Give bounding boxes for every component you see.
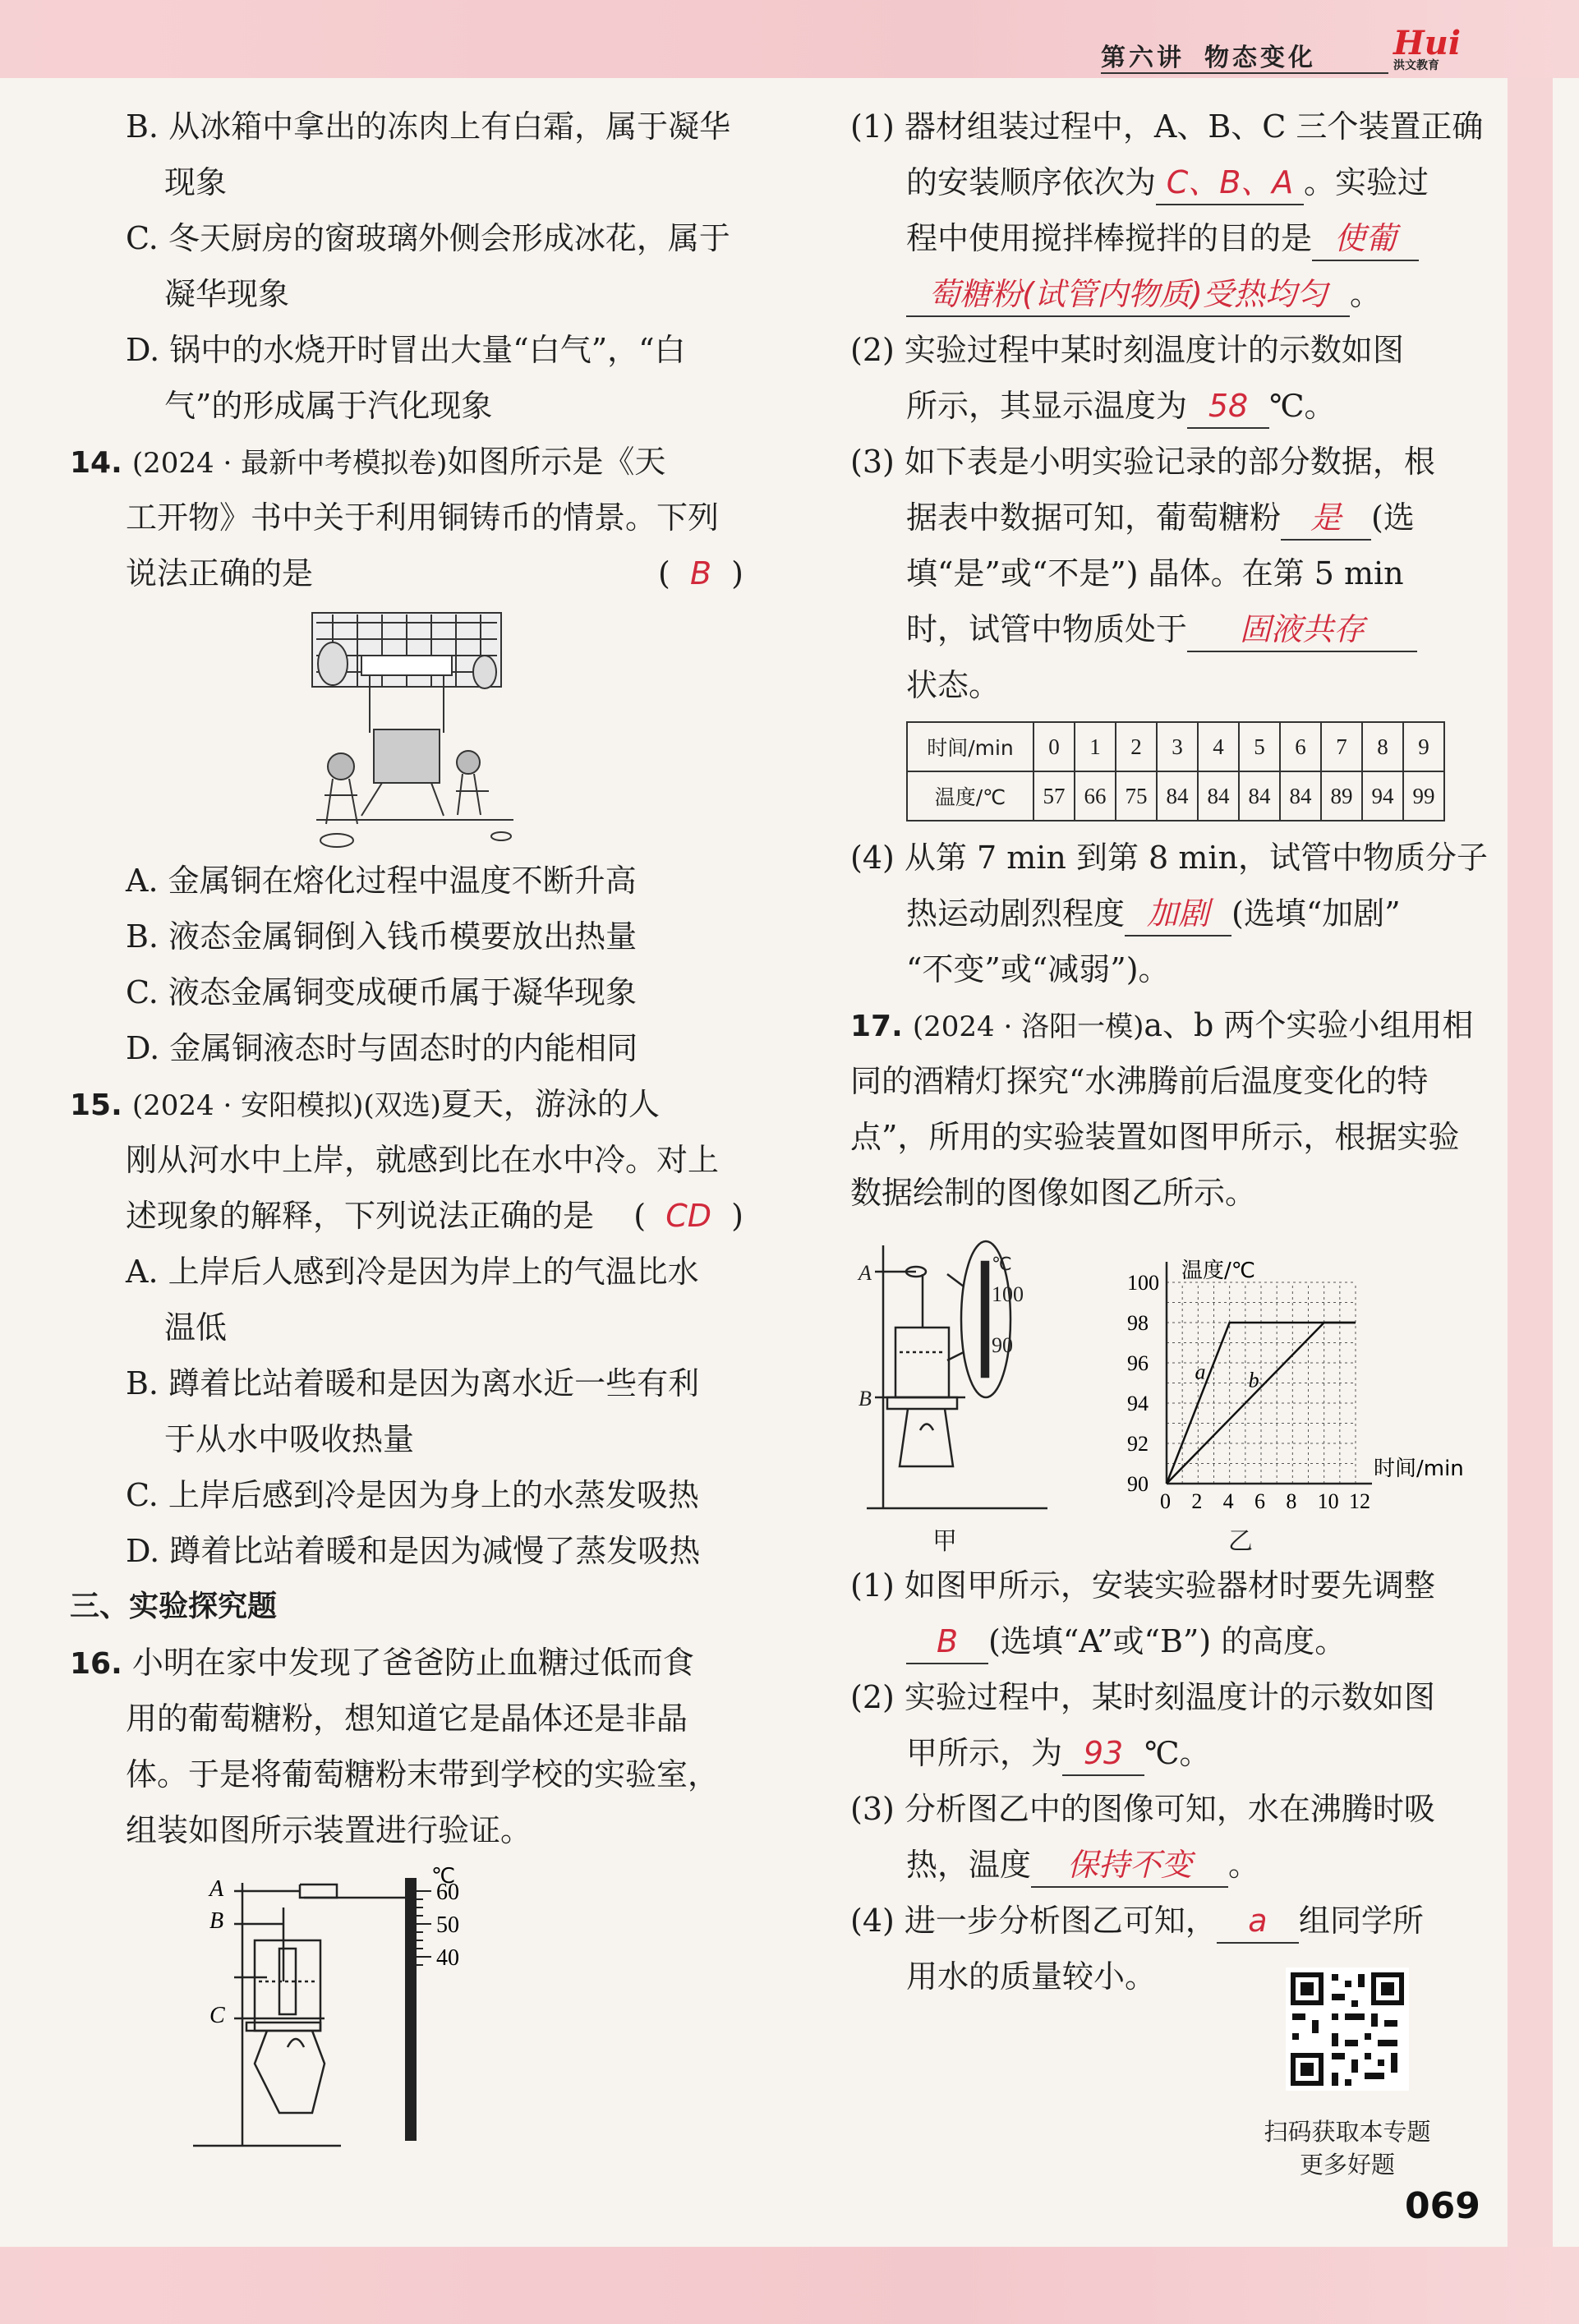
- x-axis-label: 时间/min: [1374, 1457, 1464, 1481]
- q13-option-d-line2: 气”的形成属于汽化现象: [164, 388, 493, 424]
- q16-p1-text-3: 程中使用搅拌棒搅拌的目的是: [906, 220, 1313, 256]
- q14-answer-bracket: ( B ): [657, 555, 743, 591]
- q16-text-1: 小明在家中发现了爸爸防止血糖过低而食: [131, 1645, 694, 1681]
- y-tick-label: 96: [1127, 1351, 1149, 1375]
- y-tick-label: 98: [1127, 1311, 1149, 1335]
- q17-p4-line2: 用水的质量较小。: [906, 1958, 1157, 1995]
- table-cell: 84: [1157, 771, 1198, 821]
- q16-p4-line3: “不变”或“减弱”)。: [906, 951, 1170, 987]
- x-tick-label: 2: [1191, 1489, 1203, 1513]
- q15-source: (2024 · 安阳模拟)(双选): [131, 1089, 441, 1122]
- q17-figure-svg: [850, 1229, 1475, 1558]
- q16-data-table: [906, 721, 1445, 821]
- q14-source: (2024 · 最新中考模拟卷): [131, 447, 448, 480]
- left-column: [70, 99, 743, 2162]
- q17-p3-answer: 保持不变: [1067, 1847, 1193, 1883]
- q13-option-c-line2: 凝华现象: [164, 276, 290, 312]
- footer-band: [0, 2247, 1579, 2324]
- q17-line2: 同的酒精灯探究“水沸腾前后温度变化的特: [850, 1063, 1429, 1099]
- q16-p1-blank-1: [1156, 161, 1304, 205]
- table-cell: 0: [1033, 722, 1075, 771]
- table-cell: 2: [1116, 722, 1157, 771]
- y-tick-label: 100: [1127, 1271, 1159, 1295]
- q16-p4-blank: [1125, 892, 1231, 937]
- q16-p3-text-2b: (选: [1371, 499, 1415, 536]
- q15-text-1: 夏天，游泳的人: [440, 1086, 660, 1122]
- q14-text-1: 如图所示是《天: [447, 444, 666, 480]
- table-row-temp: [907, 771, 1444, 821]
- q17-p2-unit: ℃。: [1144, 1735, 1211, 1771]
- series-label-b: b: [1248, 1368, 1259, 1392]
- q17-p3-line1: (3) 分析图乙中的图像可知，水在沸腾时吸: [850, 1791, 1435, 1827]
- q15-text-3: 述现象的解释，下列说法正确的是: [126, 1198, 595, 1234]
- q15-option-a-line2: 温低: [164, 1309, 228, 1346]
- q17-p4-blank: [1217, 1899, 1299, 1944]
- section-title: 三、实验探究题: [70, 1590, 278, 1623]
- q14-text-3: 说法正确的是: [126, 555, 314, 591]
- q16-p2-line1: (2) 实验过程中某时刻温度计的示数如图: [850, 332, 1404, 368]
- q14-number: 14.: [70, 446, 122, 480]
- brand-name: 洪文教育: [1393, 59, 1439, 72]
- q17-line1: [850, 997, 1475, 1053]
- q15-option-b-line1: B. 蹲着比站着暖和是因为离水近一些有利: [126, 1365, 700, 1401]
- q16-p1-text-2b: 。实验过: [1304, 164, 1429, 200]
- qr-caption: [1261, 2115, 1434, 2181]
- q17-p4-line1: [850, 1893, 1475, 1949]
- table-cell: 1: [1075, 722, 1116, 771]
- q17-apparatus: [867, 1241, 1047, 1508]
- q16-line2: 用的葡萄糖粉，想知道它是晶体还是非晶: [126, 1700, 688, 1737]
- q13-option-b-line2: 现象: [164, 164, 228, 200]
- q16-line1: [70, 1635, 743, 1691]
- q15-option-c: C. 上岸后感到冷是因为身上的水蒸发吸热: [126, 1477, 699, 1513]
- header-lecture: 第六讲: [1101, 44, 1185, 72]
- q16-tick-50: 50: [436, 1912, 459, 1938]
- q16-p3-answer-2: 固液共存: [1240, 611, 1365, 647]
- q16-p2-unit: ℃。: [1269, 388, 1336, 424]
- side-strip: [1508, 78, 1553, 2247]
- q17-line4: 数据绘制的图像如图乙所示。: [850, 1175, 1257, 1211]
- q16-apparatus-figure: [70, 1866, 743, 2162]
- brand-mark: Hui: [1393, 24, 1462, 62]
- q13-option-b-line1: B. 从冰箱中拿出的冻肉上有白霜，属于凝华: [126, 108, 731, 145]
- q16-p1-line4: [850, 266, 1475, 322]
- table-cell: 4: [1198, 722, 1239, 771]
- tiangong-illustration: [70, 606, 743, 853]
- x-tick-label: 8: [1286, 1489, 1297, 1513]
- table-cell: 84: [1239, 771, 1280, 821]
- q16-p2-answer: 58: [1208, 388, 1249, 424]
- table-cell: 99: [1403, 771, 1444, 821]
- q16-p3-text-2: 据表中数据可知，葡萄糖粉: [906, 499, 1282, 536]
- q16-p3-blank-1: [1281, 496, 1371, 541]
- table-cell: 84: [1280, 771, 1321, 821]
- brand-logo: [1393, 24, 1467, 77]
- q16-p2-blank: [1187, 384, 1269, 429]
- y-tick-label: 92: [1127, 1432, 1149, 1456]
- x-tick-label: 0: [1160, 1489, 1171, 1513]
- q16-number: 16.: [70, 1647, 122, 1681]
- q14-line3: [70, 545, 743, 601]
- q17-p3-text-2: 热，温度: [906, 1847, 1032, 1883]
- right-column: [850, 99, 1488, 2004]
- q16-p3-line3: 填“是”或“不是”) 晶体。在第 5 min: [906, 555, 1404, 591]
- q16-p3-text-4: 时，试管中物质处于: [906, 611, 1188, 647]
- q17-thermo-unit: ℃: [992, 1254, 1012, 1275]
- q16-p1-end: 。: [1350, 276, 1382, 312]
- q16-p1-line2: [850, 154, 1475, 210]
- table-cell: 89: [1321, 771, 1362, 821]
- page-number: 069: [1405, 2185, 1480, 2227]
- q17-p4-answer: a: [1248, 1903, 1268, 1939]
- header-title: [1101, 37, 1380, 70]
- q16-p3-blank-2: [1187, 608, 1417, 652]
- q17-p2-blank: [1062, 1732, 1144, 1776]
- q17-p3-blank: [1031, 1843, 1228, 1888]
- q16-thermo-unit: ℃: [431, 1866, 456, 1889]
- q16-p3-line4: [850, 601, 1475, 657]
- q17-p1-blank: [906, 1620, 988, 1664]
- table-cell: 9: [1403, 722, 1444, 771]
- header-topic: 物态变化: [1204, 44, 1316, 72]
- q16-p1-answer-2b: 萄糖粉(试管内物质)受热均匀: [928, 276, 1328, 312]
- header-rule: [1101, 72, 1388, 74]
- q17-p1-line2: [850, 1613, 1475, 1669]
- q15-line3: [70, 1188, 743, 1244]
- q17-p2-line2: [850, 1725, 1475, 1781]
- q15-line1: [70, 1076, 743, 1132]
- q17-number: 17.: [850, 1010, 903, 1043]
- q15-number: 15.: [70, 1088, 122, 1122]
- q14-option-a: A. 金属铜在熔化过程中温度不断升高: [126, 863, 637, 899]
- q17-p2-answer: 93: [1083, 1735, 1124, 1771]
- q16-line4: 组装如图所示装置进行验证。: [126, 1812, 532, 1848]
- q16-label-c: C: [209, 2003, 225, 2028]
- q16-p2-line2: [850, 378, 1475, 434]
- table-header-temp: 温度/℃: [907, 771, 1033, 821]
- q17-p1-answer: B: [936, 1623, 959, 1659]
- q16-p1-blank-2a: [1312, 217, 1419, 261]
- q16-p1-text-2: 的安装顺序依次为: [906, 164, 1157, 200]
- q16-p3-line2: [850, 490, 1475, 545]
- q15-answer-bracket: ( CD ): [633, 1198, 743, 1234]
- qr-caption-line2: 更多好题: [1299, 2151, 1395, 2179]
- y-tick-label: 94: [1127, 1392, 1149, 1415]
- q17-p1-line1: (1) 如图甲所示，安装实验器材时要先调整: [850, 1567, 1435, 1604]
- q17-text-1: a、b 两个实验小组用相: [1144, 1007, 1474, 1043]
- x-tick-label: 6: [1254, 1489, 1265, 1513]
- q13-option-c-line1: C. 冬天厨房的窗玻璃外侧会形成冰花，属于: [126, 220, 730, 256]
- q16-p2-text-2: 所示，其显示温度为: [906, 388, 1188, 424]
- q16-p4-line1: (4) 从第 7 min 到第 8 min，试管中物质分子: [850, 840, 1488, 876]
- series-label-a: a: [1195, 1360, 1206, 1384]
- q16-p1-line3: [850, 210, 1475, 266]
- x-tick-label: 12: [1349, 1489, 1370, 1513]
- table-cell: 75: [1116, 771, 1157, 821]
- q16-p4-line2: [850, 886, 1475, 941]
- q17-p4-text-1b: 组同学所: [1298, 1903, 1424, 1939]
- q17-p1-text-2: (选填“A”或“B”) 的高度。: [988, 1623, 1347, 1659]
- q16-p4-text-2: 热运动剧烈程度: [906, 895, 1126, 932]
- q16-p4-text-2b: (选填“加剧”: [1231, 895, 1401, 932]
- q17-chart: [1127, 1259, 1464, 1513]
- q17-source: (2024 · 洛阳一模): [912, 1010, 1144, 1043]
- q15-option-d: D. 蹲着比站着暖和是因为减慢了蒸发吸热: [126, 1533, 701, 1569]
- q17-p2-line1: (2) 实验过程中，某时刻温度计的示数如图: [850, 1679, 1435, 1715]
- qr-code[interactable]: [1286, 1967, 1409, 2091]
- q14-line1: [70, 434, 743, 490]
- q16-label-a: A: [209, 1876, 224, 1902]
- table-cell: 66: [1075, 771, 1116, 821]
- y-tick-label: 90: [1127, 1472, 1149, 1496]
- q14-option-d: D. 金属铜液态时与固态时的内能相同: [126, 1030, 638, 1066]
- table-header-time: 时间/min: [907, 722, 1033, 771]
- q17-label-jia: 甲: [932, 1527, 957, 1556]
- table-cell: 5: [1239, 722, 1280, 771]
- q16-p1-line1: (1) 器材组装过程中，A、B、C 三个装置正确: [850, 108, 1484, 145]
- q16-p4-answer: 加剧: [1147, 895, 1210, 932]
- q14-option-c: C. 液态金属铜变成硬币属于凝华现象: [126, 974, 637, 1010]
- q17-thermo-100: 100: [992, 1282, 1024, 1306]
- q17-label-b: B: [859, 1387, 872, 1411]
- table-cell: 57: [1033, 771, 1075, 821]
- tiangong-figure: [70, 606, 743, 853]
- q17-line3: 点”，所用的实验装置如图甲所示，根据实验: [850, 1119, 1460, 1155]
- table-row-time: [907, 722, 1444, 771]
- q17-p2-text-2: 甲所示，为: [906, 1735, 1063, 1771]
- table-cell: 6: [1280, 722, 1321, 771]
- q15-option-b-line2: 于从水中吸收热量: [164, 1421, 415, 1457]
- q14-answer: B: [689, 555, 712, 591]
- q16-label-b: B: [209, 1908, 224, 1934]
- q16-p1-answer-1: C、B、A: [1166, 164, 1294, 200]
- q14-line2: 工开物》书中关于利用铜铸币的情景。下列: [126, 499, 720, 536]
- q16-tick-40: 40: [436, 1945, 459, 1971]
- q13-option-d-line1: D. 锅中的水烧开时冒出大量“白气”，“白: [126, 332, 686, 368]
- y-axis-label: 温度/℃: [1181, 1259, 1255, 1283]
- q15-answer: CD: [665, 1198, 712, 1234]
- x-tick-label: 4: [1222, 1489, 1234, 1513]
- table-cell: 94: [1362, 771, 1403, 821]
- q17-label-a: A: [859, 1261, 872, 1285]
- q17-figures: [850, 1229, 1475, 1558]
- x-tick-label: 10: [1317, 1489, 1339, 1513]
- q17-p3-end: 。: [1228, 1847, 1260, 1883]
- q16-apparatus: [70, 1866, 743, 2162]
- q17-thermo-90: 90: [992, 1333, 1013, 1357]
- q17-p3-line2: [850, 1837, 1475, 1893]
- q15-line2: 刚从河水中上岸，就感到比在水中冷。对上: [126, 1142, 720, 1178]
- q16-line3: 体。于是将葡萄糖粉末带到学校的实验室，: [126, 1756, 720, 1792]
- q16-tick-60: 60: [436, 1880, 459, 1905]
- q15-option-a-line1: A. 上岸后人感到冷是因为岸上的气温比水: [126, 1254, 699, 1290]
- q16-p3-answer-1: 是: [1310, 499, 1342, 536]
- q16-p1-answer-2a: 使葡: [1334, 220, 1397, 256]
- q14-option-b: B. 液态金属铜倒入钱币模要放出热量: [126, 918, 638, 955]
- q17-p4-text-1: (4) 进一步分析图乙可知，: [850, 1903, 1217, 1939]
- table-cell: 8: [1362, 722, 1403, 771]
- table-cell: 84: [1198, 771, 1239, 821]
- q16-p1-blank-2b: [906, 273, 1350, 317]
- q17-label-yi: 乙: [1228, 1527, 1253, 1556]
- q16-p3-line5: 状态。: [906, 667, 1001, 703]
- table-cell: 3: [1157, 722, 1198, 771]
- q16-p3-line1: (3) 如下表是小明实验记录的部分数据，根: [850, 444, 1435, 480]
- qr-caption-line1: 扫码获取本专题: [1264, 2118, 1431, 2146]
- table-cell: 7: [1321, 722, 1362, 771]
